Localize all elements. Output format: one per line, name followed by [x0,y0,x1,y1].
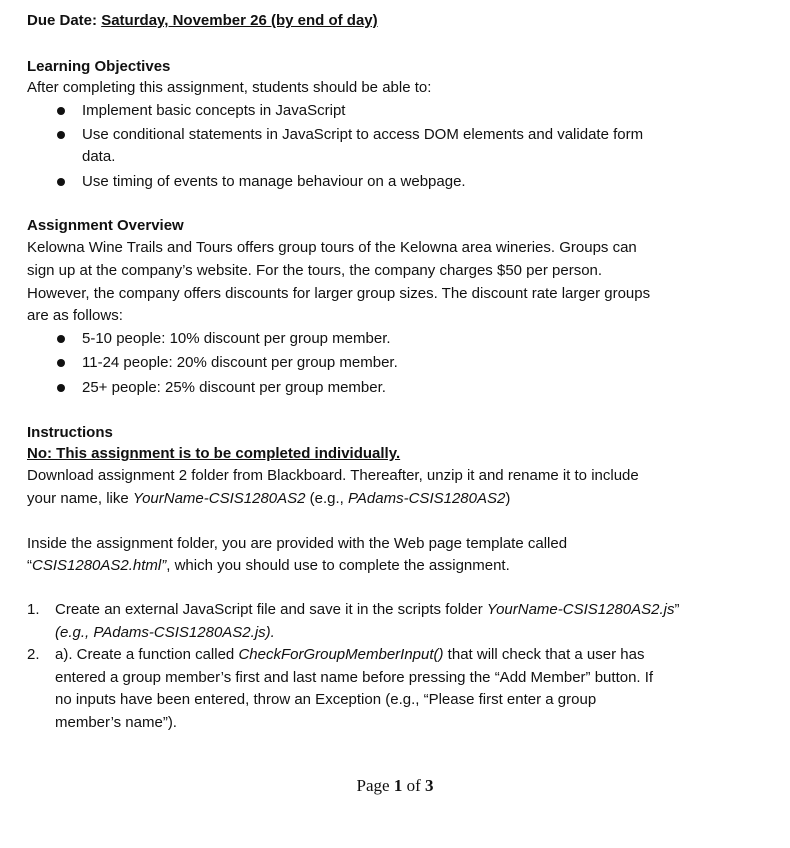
objective-item: Use conditional statements in JavaScript to access DOM elements and validate form [82,126,644,143]
step-line: entered a group member’s first and last name before pressing the “Add Member” button. If [55,669,654,686]
instructions-heading: Instructions [27,424,113,441]
objective-item: Use timing of events to manage behaviour on a webpage. [82,173,466,190]
objective-item-continued: data. [82,148,116,165]
overview-line: However, the company offers discounts for larger group sizes. The discount rate larger groups [27,285,651,302]
overview-line: are as follows: [27,307,123,324]
step-line: a). Create a function called CheckForGroupMemberInput() that will check that a user has [55,646,645,663]
overview-heading: Assignment Overview [27,217,184,234]
step-line: Create an external JavaScript file and save it in the scripts folder YourName-CSIS1280AS2.js” [55,601,680,618]
bullet-icon [57,107,65,115]
discount-item: 11-24 people: 20% discount per group member. [82,354,398,371]
bullet-icon [57,178,65,186]
instructions-line: your name, like YourName-CSIS1280AS2 (e.g., PAdams-CSIS1280AS2) [27,490,511,507]
individual-note: No: This assignment is to be completed individually. [27,445,401,462]
due-date-value: Saturday, November 26 (by end of day) [101,12,378,29]
overview-line: Kelowna Wine Trails and Tours offers group tours of the Kelowna area wineries. Groups can [27,239,637,256]
template-line: “CSIS1280AS2.html”, which you should use to complete the assignment. [27,557,510,574]
step-number: 2. [27,646,40,663]
discount-item: 25+ people: 25% discount per group member. [82,379,386,396]
objective-item: Implement basic concepts in JavaScript [82,102,346,119]
step-number: 1. [27,601,40,618]
discount-item: 5-10 people: 10% discount per group member. [82,330,391,347]
objectives-heading: Learning Objectives [27,58,171,75]
instructions-line: Download assignment 2 folder from Blackboard. Thereafter, unzip it and rename it to include [27,467,639,484]
due-date-label: Due Date: [27,12,98,29]
objectives-intro: After completing this assignment, students should be able to: [27,79,432,96]
due-date-line [27,11,378,31]
bullet-icon [57,131,65,139]
step-line: (e.g., PAdams-CSIS1280AS2.js). [55,624,275,641]
bullet-icon [57,359,65,367]
template-line: Inside the assignment folder, you are provided with the Web page template called [27,535,568,552]
page-footer: Page 1 of 3 [356,776,434,795]
overview-line: sign up at the company’s website. For the tours, the company charges $50 per person. [27,262,603,279]
step-line: no inputs have been entered, throw an Exception (e.g., “Please first enter a group [55,691,597,708]
step-line: member’s name”). [55,714,177,731]
bullet-icon [57,335,65,343]
bullet-icon [57,384,65,392]
